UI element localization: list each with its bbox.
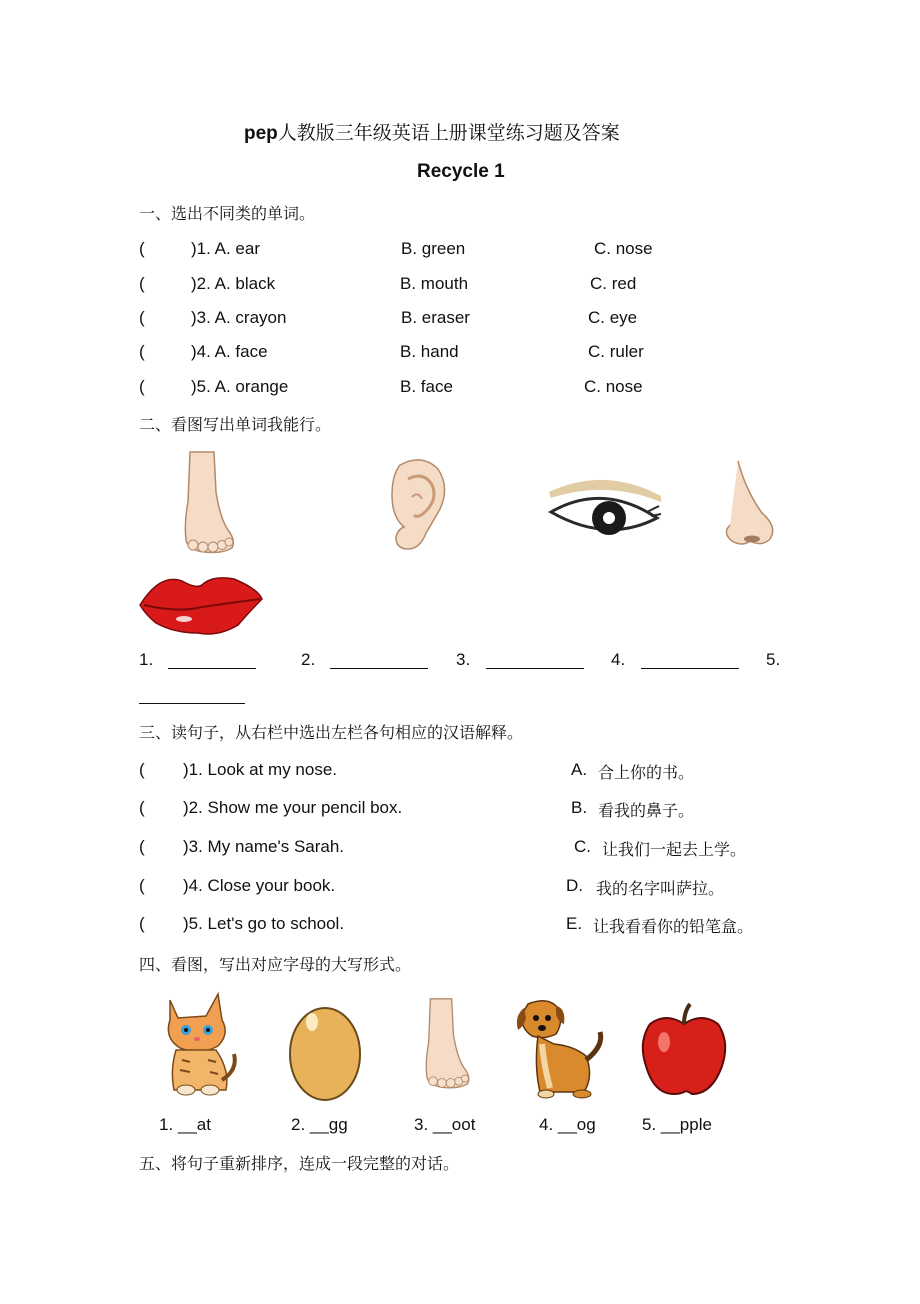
cat-picture (156, 990, 240, 1098)
ear-picture (382, 457, 450, 553)
answer-bracket: ( (139, 837, 145, 856)
eye-picture (547, 472, 663, 544)
answer-bracket: ( (139, 377, 145, 396)
answer-bracket: ( (139, 274, 145, 293)
letter-blank-item[interactable]: 1. __at (159, 1115, 211, 1134)
option-b: B. hand (400, 342, 459, 361)
question-option-a: )1. A. ear (191, 239, 260, 258)
section5-heading: 五、将句子重新排序，连成一段完整的对话。 (139, 1154, 460, 1173)
sentence: )2. Show me your pencil box. (183, 798, 403, 817)
answer-blank-line[interactable] (486, 668, 584, 669)
chinese-meaning: 合上你的书。 (598, 763, 695, 782)
answer-bracket: ( (139, 239, 145, 258)
blank-label: 1. (139, 650, 154, 669)
dog-picture (514, 996, 606, 1100)
sentence: )3. My name's Sarah. (183, 837, 345, 856)
option-letter: B. (571, 798, 588, 817)
section1-heading: 一、选出不同类的单词。 (139, 204, 316, 223)
answer-bracket: ( (139, 308, 145, 327)
answer-bracket: ( (139, 342, 145, 361)
option-b: B. eraser (401, 308, 470, 327)
title-rest: 人教版三年级英语上册课堂练习题及答案 (277, 123, 620, 144)
option-c: C. eye (588, 308, 638, 327)
option-c: C. ruler (588, 342, 644, 361)
section2-heading: 二、看图写出单词我能行。 (139, 415, 332, 434)
letter-blank-item[interactable]: 5. __pple (642, 1115, 712, 1134)
section3-heading: 三、读句子，从右栏中选出左栏各句相应的汉语解释。 (139, 723, 524, 742)
option-letter: E. (566, 914, 583, 933)
title-bold: pep (244, 123, 278, 144)
page-title (244, 118, 620, 145)
apple-picture (640, 1002, 728, 1098)
page-subtitle: Recycle 1 (417, 161, 505, 182)
sentence: )5. Let's go to school. (183, 914, 345, 933)
chinese-meaning: 看我的鼻子。 (598, 801, 695, 820)
lips-picture (138, 567, 264, 637)
blank-label: 3. (456, 650, 471, 669)
question-option-a: )5. A. orange (191, 377, 289, 396)
nose-picture (718, 461, 782, 551)
blank-label: 5. (766, 650, 781, 669)
option-b: B. green (401, 239, 466, 258)
option-letter: A. (571, 760, 588, 779)
question-option-a: )3. A. crayon (191, 308, 287, 327)
foot-picture (418, 997, 480, 1091)
option-letter: C. (574, 837, 591, 856)
egg-picture (288, 998, 362, 1102)
option-c: C. red (590, 274, 637, 293)
answer-bracket: ( (139, 876, 145, 895)
option-letter: D. (566, 876, 583, 895)
sentence: )4. Close your book. (183, 876, 336, 895)
option-c: C. nose (584, 377, 643, 396)
answer-blank-line[interactable] (330, 668, 428, 669)
answer-bracket: ( (139, 760, 145, 779)
answer-blank-line[interactable] (641, 668, 739, 669)
chinese-meaning: 让我看看你的铅笔盒。 (593, 917, 754, 936)
letter-blank-item[interactable]: 2. __gg (291, 1115, 348, 1134)
option-c: C. nose (594, 239, 653, 258)
chinese-meaning: 让我们一起去上学。 (602, 840, 747, 859)
answer-bracket: ( (139, 914, 145, 933)
answer-bracket: ( (139, 798, 145, 817)
answer-blank-line[interactable] (168, 668, 256, 669)
option-b: B. face (400, 377, 453, 396)
blank-label: 4. (611, 650, 626, 669)
letter-blank-item[interactable]: 4. __og (539, 1115, 596, 1134)
chinese-meaning: 我的名字叫萨拉。 (596, 879, 725, 898)
section4-heading: 四、看图，写出对应字母的大写形式。 (139, 955, 412, 974)
question-option-a: )2. A. black (191, 274, 276, 293)
letter-blank-item[interactable]: 3. __oot (414, 1115, 476, 1134)
question-option-a: )4. A. face (191, 342, 268, 361)
sentence: )1. Look at my nose. (183, 760, 338, 779)
foot-picture (176, 452, 246, 554)
answer-blank-line[interactable] (139, 703, 245, 704)
option-b: B. mouth (400, 274, 469, 293)
blank-label: 2. (301, 650, 316, 669)
